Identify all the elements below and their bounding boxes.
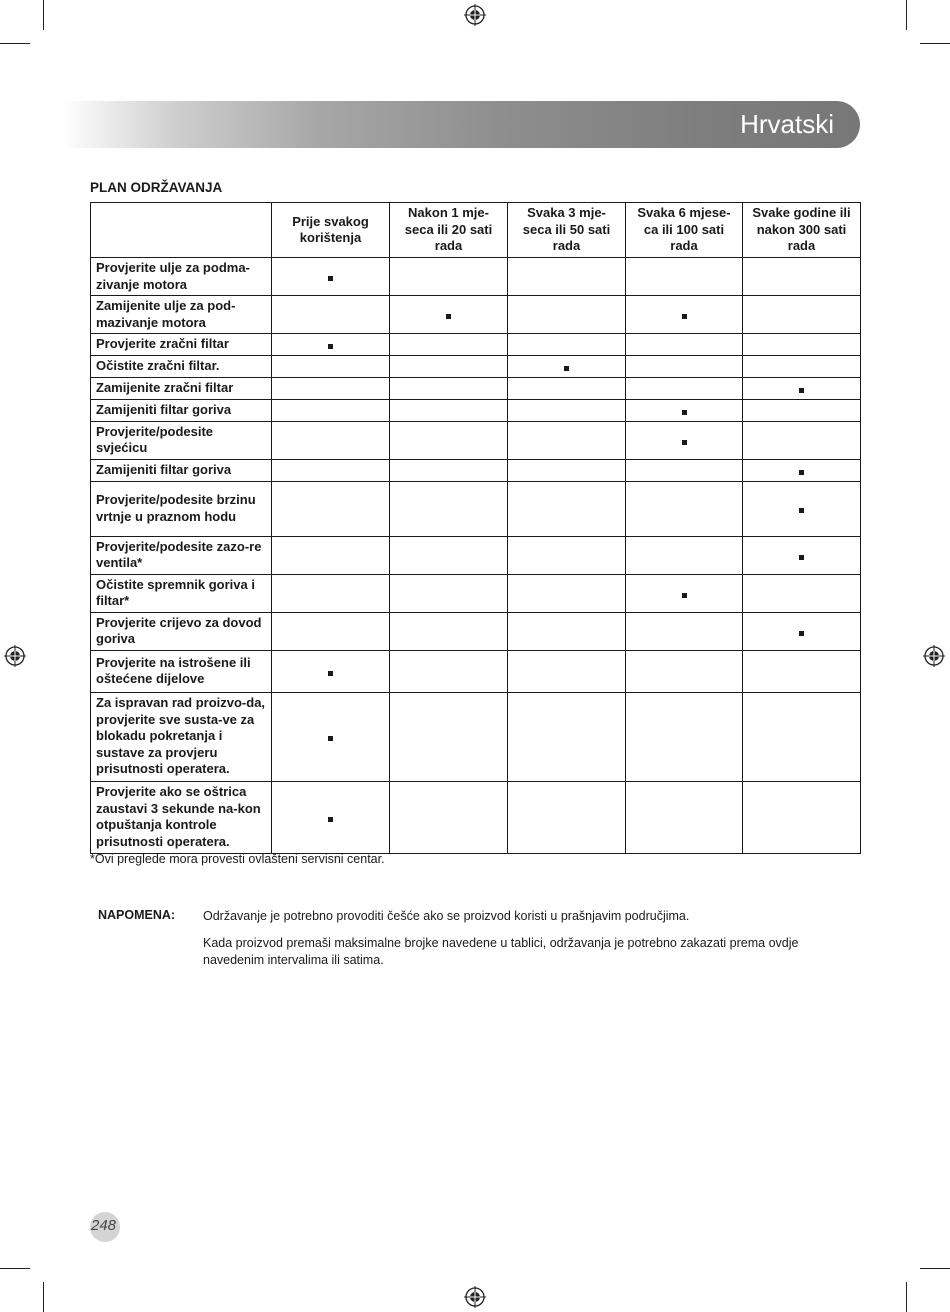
interval-cell	[743, 650, 861, 692]
interval-cell	[626, 459, 743, 481]
check-square-icon	[328, 671, 333, 676]
interval-cell	[390, 377, 508, 399]
interval-cell	[508, 612, 626, 650]
interval-cell	[743, 421, 861, 459]
table-row	[91, 296, 861, 334]
crop-mark	[0, 43, 30, 44]
interval-cell	[508, 574, 626, 612]
interval-cell	[626, 421, 743, 459]
interval-cell	[272, 334, 390, 356]
interval-cell	[272, 459, 390, 481]
footnote: *Ovi preglede mora provesti ovlašteni servisni centar.	[90, 852, 385, 866]
task-cell: Zamijenite zračni filtar	[91, 377, 272, 399]
interval-cell	[272, 258, 390, 296]
interval-cell	[626, 296, 743, 334]
interval-cell	[743, 781, 861, 853]
interval-cell	[743, 612, 861, 650]
task-cell: Provjerite zračni filtar	[91, 334, 272, 356]
check-square-icon	[328, 344, 333, 349]
interval-cell	[743, 459, 861, 481]
check-square-icon	[682, 440, 687, 445]
task-cell: Zamijeniti filtar goriva	[91, 459, 272, 481]
check-square-icon	[799, 508, 804, 513]
interval-cell	[743, 536, 861, 574]
interval-cell	[743, 356, 861, 378]
interval-cell	[626, 377, 743, 399]
interval-cell	[508, 356, 626, 378]
check-square-icon	[799, 388, 804, 393]
crop-mark	[906, 0, 907, 30]
interval-cell	[390, 258, 508, 296]
interval-cell	[390, 356, 508, 378]
language-title: Hrvatski	[740, 109, 834, 139]
maintenance-schedule-table	[90, 202, 861, 854]
registration-mark-icon	[464, 1286, 486, 1308]
column-header-6-months: Svaka 6 mjese-ca ili 100 sati rada	[626, 203, 743, 258]
interval-cell	[272, 650, 390, 692]
interval-cell	[390, 421, 508, 459]
note-label: NAPOMENA:	[98, 908, 176, 922]
interval-cell	[390, 612, 508, 650]
interval-cell	[390, 399, 508, 421]
check-square-icon	[564, 366, 569, 371]
interval-cell	[272, 574, 390, 612]
interval-cell	[390, 574, 508, 612]
note-paragraph: Kada proizvod premaši maksimalne brojke navedene u tablici, održavanja je potrebno zakazati prema ovdje navedenim intervalima ili satima.	[203, 936, 799, 967]
interval-cell	[508, 258, 626, 296]
crop-mark	[43, 1282, 44, 1312]
task-cell: Provjerite/podesite brzinu vrtnje u praznom hodu	[91, 481, 272, 536]
interval-cell	[626, 781, 743, 853]
crop-mark	[920, 43, 950, 44]
task-cell: Provjerite na istrošene ili oštećene dijelove	[91, 650, 272, 692]
interval-cell	[272, 536, 390, 574]
task-cell: Provjerite/podesite zazo-re ventila*	[91, 536, 272, 574]
check-square-icon	[328, 817, 333, 822]
interval-cell	[272, 377, 390, 399]
table-row	[91, 258, 861, 296]
interval-cell	[272, 692, 390, 781]
column-header-before-use: Prije svakog korištenja	[272, 203, 390, 258]
table-row	[91, 781, 861, 853]
interval-cell	[743, 692, 861, 781]
crop-mark	[43, 0, 44, 30]
task-cell: Provjerite ulje za podma-zivanje motora	[91, 258, 272, 296]
column-header-3-months: Svaka 3 mje-seca ili 50 sati rada	[508, 203, 626, 258]
check-square-icon	[682, 314, 687, 319]
table-row	[91, 574, 861, 612]
interval-cell	[272, 421, 390, 459]
interval-cell	[743, 334, 861, 356]
check-square-icon	[799, 555, 804, 560]
interval-cell	[626, 356, 743, 378]
table-row	[91, 536, 861, 574]
interval-cell	[390, 650, 508, 692]
interval-cell	[743, 258, 861, 296]
check-square-icon	[446, 314, 451, 319]
interval-cell	[626, 258, 743, 296]
interval-cell	[508, 692, 626, 781]
interval-cell	[390, 481, 508, 536]
check-square-icon	[799, 631, 804, 636]
interval-cell	[390, 536, 508, 574]
interval-cell	[272, 781, 390, 853]
table-row	[91, 399, 861, 421]
task-cell: Očistite spremnik goriva i filtar*	[91, 574, 272, 612]
interval-cell	[390, 459, 508, 481]
task-cell: Provjerite ako se oštrica zaustavi 3 sekunde na-kon otpuštanja kontrole prisutnosti operatera.	[91, 781, 272, 853]
task-cell: Zamijeniti filtar goriva	[91, 399, 272, 421]
interval-cell	[508, 296, 626, 334]
column-header-1-month: Nakon 1 mje-seca ili 20 sati rada	[390, 203, 508, 258]
crop-mark	[0, 1268, 30, 1269]
note-paragraph: Održavanje je potrebno provoditi češće ako se proizvod koristi u prašnjavim područjima.	[203, 909, 690, 923]
table-row	[91, 334, 861, 356]
language-header-bar	[62, 101, 860, 148]
interval-cell	[508, 334, 626, 356]
check-square-icon	[799, 470, 804, 475]
interval-cell	[626, 612, 743, 650]
task-cell: Provjerite/podesite svjećicu	[91, 421, 272, 459]
column-header-yearly: Svake godine ili nakon 300 sati rada	[743, 203, 861, 258]
table-row	[91, 692, 861, 781]
interval-cell	[390, 692, 508, 781]
table-row	[91, 650, 861, 692]
interval-cell	[272, 356, 390, 378]
interval-cell	[508, 781, 626, 853]
interval-cell	[508, 650, 626, 692]
table-row	[91, 377, 861, 399]
task-cell: Provjerite crijevo za dovod goriva	[91, 612, 272, 650]
check-square-icon	[682, 410, 687, 415]
interval-cell	[743, 296, 861, 334]
interval-cell	[272, 399, 390, 421]
table-row	[91, 459, 861, 481]
page-number: 248	[91, 1217, 117, 1234]
interval-cell	[626, 692, 743, 781]
interval-cell	[272, 296, 390, 334]
interval-cell	[390, 296, 508, 334]
table-row	[91, 481, 861, 536]
interval-cell	[626, 574, 743, 612]
interval-cell	[508, 459, 626, 481]
interval-cell	[626, 481, 743, 536]
check-square-icon	[328, 736, 333, 741]
interval-cell	[508, 536, 626, 574]
interval-cell	[508, 421, 626, 459]
check-square-icon	[328, 276, 333, 281]
table-header-row	[91, 203, 861, 258]
interval-cell	[743, 481, 861, 536]
interval-cell	[626, 399, 743, 421]
task-cell: Za ispravan rad proizvo-da, provjerite sve susta-ve za blokadu pokretanja i sustave za provjeru prisutnosti operatera.	[91, 692, 272, 781]
interval-cell	[626, 536, 743, 574]
check-square-icon	[682, 593, 687, 598]
section-title: PLAN ODRŽAVANJA	[90, 180, 223, 195]
table-row	[91, 612, 861, 650]
crop-mark	[920, 1268, 950, 1269]
page-number-badge	[90, 1212, 120, 1242]
task-cell: Očistite zračni filtar.	[91, 356, 272, 378]
interval-cell	[272, 612, 390, 650]
interval-cell	[508, 481, 626, 536]
interval-cell	[743, 574, 861, 612]
interval-cell	[743, 377, 861, 399]
interval-cell	[390, 334, 508, 356]
interval-cell	[508, 377, 626, 399]
interval-cell	[272, 481, 390, 536]
interval-cell	[626, 334, 743, 356]
registration-mark-icon	[4, 645, 26, 667]
table-body	[91, 258, 861, 854]
interval-cell	[390, 781, 508, 853]
interval-cell	[743, 399, 861, 421]
task-cell: Zamijenite ulje za pod-mazivanje motora	[91, 296, 272, 334]
registration-mark-icon	[923, 645, 945, 667]
table-row	[91, 421, 861, 459]
interval-cell	[626, 650, 743, 692]
table-row	[91, 356, 861, 378]
column-header-task	[91, 203, 272, 258]
interval-cell	[508, 399, 626, 421]
registration-mark-icon	[464, 4, 486, 26]
crop-mark	[906, 1282, 907, 1312]
